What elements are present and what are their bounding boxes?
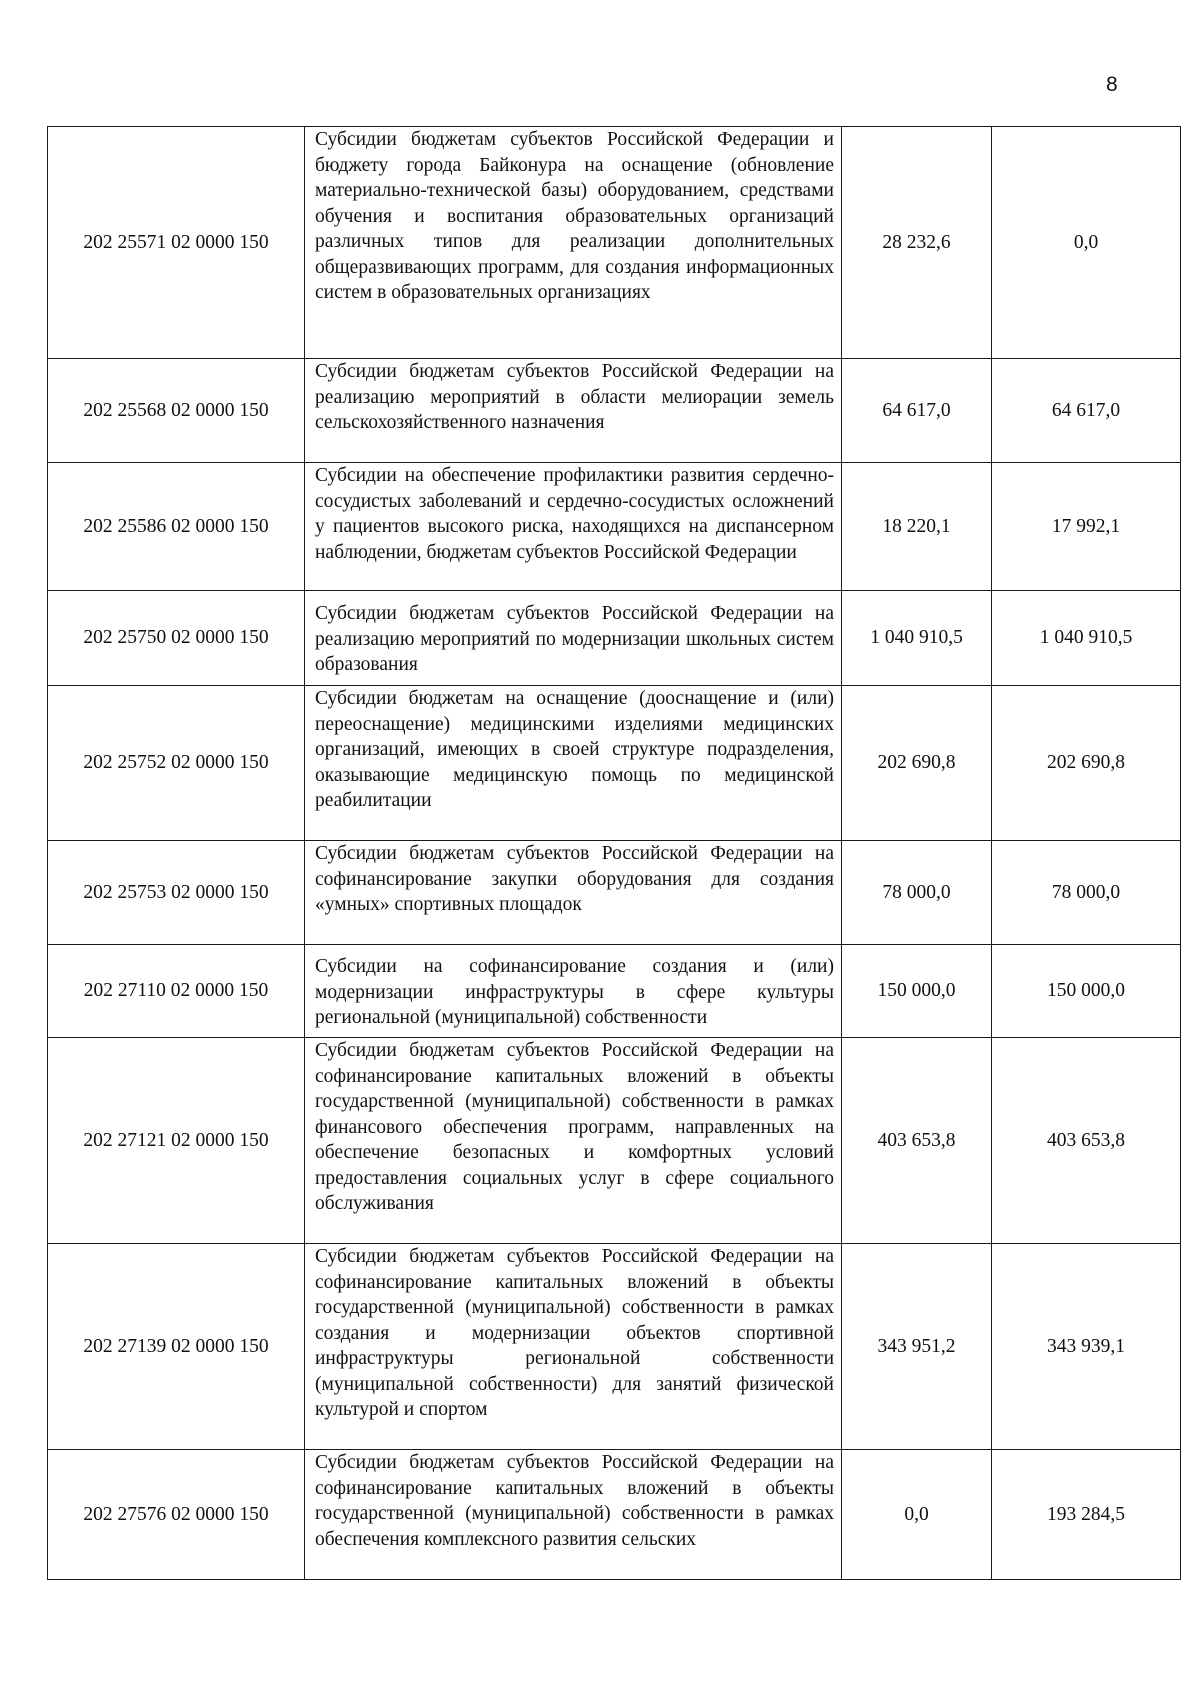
amount-cell-1: 202 690,8 (842, 686, 992, 841)
amount-cell-1: 28 232,6 (842, 127, 992, 359)
table-row (48, 945, 1181, 1038)
table-row (48, 359, 1181, 463)
amount-cell-2: 17 992,1 (992, 463, 1181, 591)
description-cell: Субсидии бюджетам субъектов Российской Федерации на реализацию мероприятий в области мелиорации земель сельскохозяйственного назначения (305, 359, 842, 463)
amount-cell-2: 1 040 910,5 (992, 591, 1181, 686)
budget-code-cell: 202 25753 02 0000 150 (48, 841, 305, 945)
amount-cell-1: 0,0 (842, 1450, 992, 1580)
description-cell: Субсидии бюджетам субъектов Российской Федерации на софинансирование закупки оборудования для создания «умных» спортивных площадок (305, 841, 842, 945)
amount-cell-1: 64 617,0 (842, 359, 992, 463)
page-number: 8 (1106, 73, 1118, 96)
amount-cell-2: 150 000,0 (992, 945, 1181, 1038)
description-cell: Субсидии на обеспечение профилактики развития сердечно-сосудистых заболеваний и сердечно-сосудистых осложнений у пациентов высокого риска, находящихся на диспансерном наблюдении, бюджетам субъектов Российской Федерации (305, 463, 842, 591)
amount-cell-1: 150 000,0 (842, 945, 992, 1038)
budget-code-cell: 202 27139 02 0000 150 (48, 1244, 305, 1450)
budget-code-cell: 202 25750 02 0000 150 (48, 591, 305, 686)
budget-code-cell: 202 27110 02 0000 150 (48, 945, 305, 1038)
table-row (48, 127, 1181, 359)
amount-cell-1: 1 040 910,5 (842, 591, 992, 686)
budget-code-cell: 202 27576 02 0000 150 (48, 1450, 305, 1580)
amount-cell-2: 193 284,5 (992, 1450, 1181, 1580)
description-cell: Субсидии бюджетам на оснащение (дооснащение и (или) переоснащение) медицинскими изделиями медицинских организаций, имеющих в своей структуре подразделения, оказывающие медицинскую помощь по медицинской реабилитации (305, 686, 842, 841)
description-cell: Субсидии бюджетам субъектов Российской Федерации на софинансирование капитальных вложений в объекты государственной (муниципальной) собственности в рамках обеспечения комплексного развития сельских (305, 1450, 842, 1580)
budget-code-cell: 202 25571 02 0000 150 (48, 127, 305, 359)
budget-code-cell: 202 25752 02 0000 150 (48, 686, 305, 841)
amount-cell-2: 403 653,8 (992, 1038, 1181, 1244)
table-row (48, 1450, 1181, 1580)
budget-code-cell: 202 25586 02 0000 150 (48, 463, 305, 591)
table-row (48, 841, 1181, 945)
amount-cell-1: 403 653,8 (842, 1038, 992, 1244)
amount-cell-2: 64 617,0 (992, 359, 1181, 463)
amount-cell-2: 0,0 (992, 127, 1181, 359)
budget-subsidies-table (47, 126, 1181, 1580)
description-cell: Субсидии бюджетам субъектов Российской Федерации на реализацию мероприятий по модернизации школьных систем образования (305, 591, 842, 686)
amount-cell-2: 78 000,0 (992, 841, 1181, 945)
budget-code-cell: 202 27121 02 0000 150 (48, 1038, 305, 1244)
amount-cell-2: 202 690,8 (992, 686, 1181, 841)
budget-code-cell: 202 25568 02 0000 150 (48, 359, 305, 463)
description-cell: Субсидии бюджетам субъектов Российской Федерации и бюджету города Байконура на оснащение (обновление материально-технической базы) оборудованием, средствами обучения и воспитания образовательных организаций различных типов для реализации дополнительных общеразвивающих программ, для создания информационных систем в образовательных организациях (305, 127, 842, 359)
amount-cell-2: 343 939,1 (992, 1244, 1181, 1450)
table-row (48, 686, 1181, 841)
table-row (48, 591, 1181, 686)
description-cell: Субсидии бюджетам субъектов Российской Федерации на софинансирование капитальных вложений в объекты государственной (муниципальной) собственности в рамках финансового обеспечения программ, направленных на обеспечение безопасных и комфортных условий предоставления социальных услуг в сфере социального обслуживания (305, 1038, 842, 1244)
table-row (48, 1038, 1181, 1244)
table-row (48, 1244, 1181, 1450)
description-cell: Субсидии на софинансирование создания и (или) модернизации инфраструктуры в сфере культуры региональной (муниципальной) собственности (305, 945, 842, 1038)
description-cell: Субсидии бюджетам субъектов Российской Федерации на софинансирование капитальных вложений в объекты государственной (муниципальной) собственности в рамках создания и модернизации объектов спортивной инфраструктуры региональной собственности (муниципальной собственности) для занятий физической культурой и спортом (305, 1244, 842, 1450)
amount-cell-1: 18 220,1 (842, 463, 992, 591)
table-row (48, 463, 1181, 591)
amount-cell-1: 78 000,0 (842, 841, 992, 945)
amount-cell-1: 343 951,2 (842, 1244, 992, 1450)
